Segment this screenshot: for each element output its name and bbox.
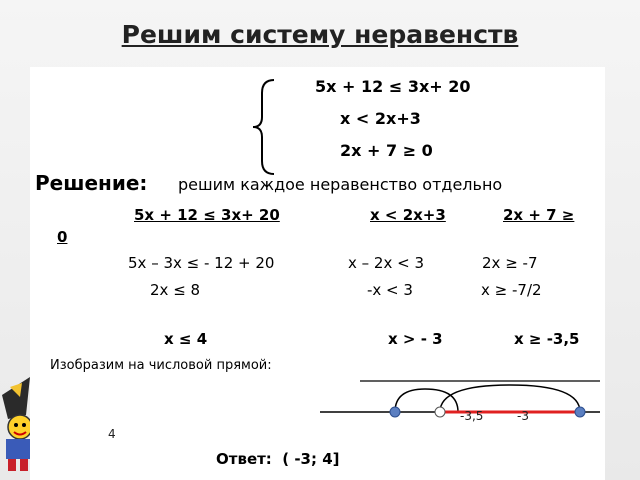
numberline-point-left: [390, 407, 400, 417]
column-2-step-1: x – 2x < 3: [348, 254, 424, 272]
column-2-result: x > - 3: [388, 330, 443, 348]
slide-title: Решим систему неравенств: [121, 20, 519, 49]
solution-label: Решение:: [35, 171, 148, 195]
numberline-arc-right: [440, 385, 580, 412]
column-3-head: 2x + 7 ≥: [503, 206, 575, 224]
system-brace: [248, 77, 278, 177]
column-1-step-1: 5x – 3x ≤ - 12 + 20: [128, 254, 275, 272]
column-1-head: 5x + 12 ≤ 3x+ 20: [134, 206, 280, 224]
numberline-arc-left: [395, 389, 458, 412]
numberline-point-open: [435, 407, 445, 417]
column-3-step-2: x ≥ -7/2: [481, 281, 542, 299]
numberline-label-c: 4: [108, 427, 116, 441]
numberline-label-a: -3,5: [460, 409, 484, 423]
system-line-3: 2x + 7 ≥ 0: [340, 141, 433, 160]
column-1-result: x ≤ 4: [164, 330, 208, 348]
answer: Ответ: ( -3; 4]: [216, 450, 340, 468]
system-line-2: x < 2x+3: [340, 109, 421, 128]
column-3-head-tail: 0: [57, 228, 68, 246]
column-2-head: x < 2x+3: [370, 206, 446, 224]
column-3-result: x ≥ -3,5: [514, 330, 580, 348]
content-panel: [30, 67, 605, 480]
number-line: [310, 369, 605, 429]
solution-text: решим каждое неравенство отдельно: [178, 175, 503, 194]
column-1-step-2: 2x ≤ 8: [150, 281, 201, 299]
numberline-caption: Изобразим на числовой прямой:: [50, 358, 272, 373]
numberline-label-b: -3: [517, 409, 529, 423]
column-2-step-2: -x < 3: [367, 281, 413, 299]
column-3-step-1: 2x ≥ -7: [482, 254, 538, 272]
numberline-point-right: [575, 407, 585, 417]
system-line-1: 5x + 12 ≤ 3x+ 20: [315, 77, 471, 96]
